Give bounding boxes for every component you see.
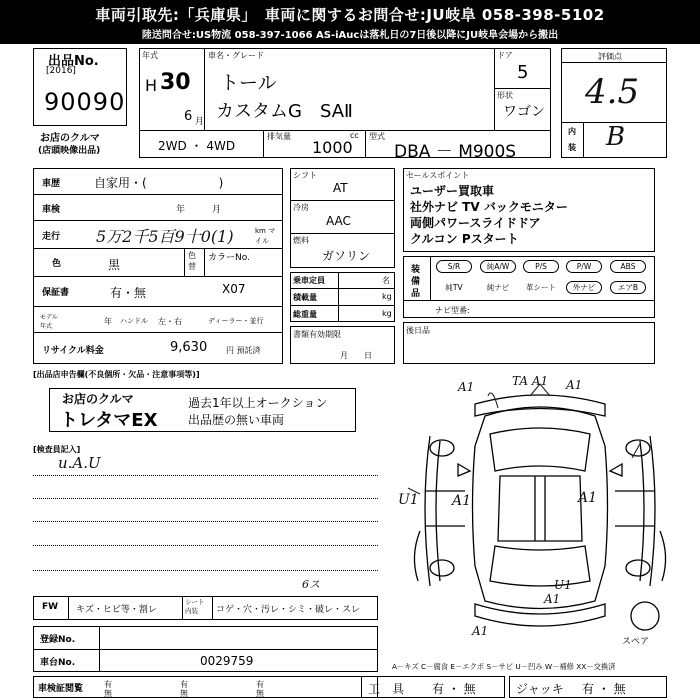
shift-label: シフト — [293, 171, 317, 180]
year-unit: 年 — [104, 317, 112, 326]
equip-ps: P/S — [523, 260, 559, 273]
equip-abs: ABS — [610, 260, 646, 273]
banner-right-1: 過去1年以上オークション — [188, 396, 328, 410]
gross-unit: kg — [382, 309, 392, 318]
name-grade-label: 車名・グレード — [208, 51, 264, 60]
condition-items-2: コゲ・穴・汚レ・シミ・破レ・スレ — [216, 605, 361, 615]
score-value: 4.5 — [585, 72, 640, 112]
sales-point-2: 社外ナビ TV バックモニター — [410, 200, 568, 214]
displacement: 1000 — [312, 138, 353, 157]
car-grade: カスタムG SAⅡ — [216, 101, 353, 122]
doc-expiry-value: 月 日 — [340, 351, 372, 360]
drive-type: 2WD ・ 4WD — [158, 139, 236, 153]
color-value: 黒 — [108, 258, 121, 272]
seat-label: シート 内装 — [185, 598, 205, 615]
mark-front-right: A1 — [566, 378, 583, 392]
tools-label: 工 具 — [368, 682, 405, 696]
capacity-unit: 名 — [382, 276, 390, 285]
color-no: X07 — [222, 282, 246, 296]
model-type-label: 型式 — [369, 132, 385, 141]
fuel-value: ガソリン — [322, 249, 371, 263]
mark-front-center: TA A1 — [512, 374, 549, 388]
mark-smoke: 6ス — [302, 578, 320, 591]
nendo-label: 年式 — [142, 51, 158, 60]
displacement-label: 排気量 — [267, 132, 291, 141]
mark-side-u1: U1 — [398, 492, 419, 508]
inspector-note: u.A.U — [58, 454, 101, 472]
chassis-label: 車台No. — [40, 658, 76, 668]
history-box — [33, 168, 283, 364]
banner-right-2: 出品歴の無い車両 — [188, 413, 285, 427]
shift-value: AT — [333, 181, 348, 195]
cc-unit: cc — [350, 131, 359, 140]
lot-label: 出品No. — [48, 54, 99, 69]
header-line-2: 陸送問合せ:US物流 058-397-1066 AS-iAucは落札日の7日後以降にJU岐阜会場から搬出 — [141, 30, 559, 41]
cert-mark-1: 有 — [104, 680, 112, 689]
fw-label: FW — [42, 602, 59, 612]
capacity-label: 乗車定員 — [293, 276, 325, 285]
door-label: ドア — [497, 51, 513, 60]
car-name: トール — [220, 72, 277, 94]
month-unit: 月 — [195, 117, 205, 127]
warranty-label: 保証書 — [42, 288, 70, 298]
doc-expiry-label: 書類有効期限 — [293, 330, 341, 339]
interior-grade: B — [606, 122, 626, 152]
recycle-label: リサイクル料金 — [42, 346, 104, 356]
after-items-label: 後日品 — [406, 326, 430, 335]
year: 30 — [160, 70, 191, 95]
month: 6 — [184, 109, 193, 124]
color-label: 色 — [52, 259, 62, 269]
shape: ワゴン — [503, 104, 545, 120]
recycle-value: 9,630 — [170, 340, 208, 355]
shop-car-sub: (店頭映像出品) — [38, 146, 101, 156]
inspector-label: [検査員記入] — [33, 445, 81, 454]
reg-label: 登録No. — [40, 635, 76, 645]
load-label: 積載量 — [293, 293, 317, 302]
mileage-label: 走行 — [42, 232, 61, 242]
equip-jun-tv: 純TV — [445, 283, 463, 292]
jack-label: ジャッキ — [516, 682, 564, 696]
remarks-label: [出品店申告欄(不良個所・欠品・注意事項等)] — [33, 370, 200, 379]
cert-mark-2: 無 — [104, 689, 112, 698]
cert-mark-6: 無 — [256, 689, 264, 698]
cert-label: 車検証閲覧 — [38, 684, 84, 694]
era: H — [145, 76, 158, 95]
color-no-label: カラーNo. — [208, 253, 250, 263]
interior-label-2: 装 — [568, 143, 576, 152]
equip-sr: S/R — [436, 260, 472, 273]
shop-car-label: お店のクルマ — [40, 133, 100, 144]
model-year-label: モデル年式 — [40, 314, 58, 330]
jack-value: 有 ・ 無 — [582, 682, 626, 696]
sales-point-4: クルコン Pスタート — [410, 232, 519, 246]
interior-label-1: 内 — [568, 127, 576, 136]
shape-label: 形状 — [497, 91, 513, 100]
mark-rear-u1: U1 — [554, 578, 572, 592]
reki-value: 自家用・( ) — [94, 176, 224, 190]
navi-model-label: ナビ型番: — [435, 306, 470, 315]
dealer-label: ディーラー・並行 — [208, 317, 264, 325]
score-label: 評価点 — [598, 52, 622, 61]
equipment-label: 装備品 — [411, 265, 421, 299]
ac-label: 冷房 — [293, 203, 309, 212]
spare-label: スペア — [622, 637, 650, 647]
equip-leather: 革シート — [526, 283, 556, 292]
equip-jun-aw: 純A/W — [480, 260, 516, 273]
sales-point-3: 両側パワースライドドア — [410, 216, 541, 230]
shaken-value: 年 月 — [176, 205, 222, 215]
condition-items-1: キズ・ヒビ等・割レ — [76, 605, 157, 615]
equip-airbag: エアB — [610, 281, 646, 294]
equip-jun-navi: 純ナビ — [486, 283, 510, 292]
header-line-1: 車両引取先:「兵庫県」 車両に関するお問合せ:JU岐阜 058-398-5102 — [95, 6, 605, 24]
equip-pw: P/W — [566, 260, 602, 273]
ac-value: AAC — [326, 214, 351, 228]
banner-big: トレタマEX — [60, 410, 158, 431]
lot-number: 90090 — [44, 88, 126, 116]
warranty-value: 有・無 — [110, 286, 147, 300]
reki-label: 車歴 — [42, 179, 61, 189]
sales-point-1: ユーザー買取車 — [410, 184, 495, 198]
handle-value: 左・右 — [158, 317, 182, 326]
recycle-unit: 円 預託済 — [226, 346, 261, 355]
handle-label: ハンドル — [120, 317, 148, 325]
mark-door-left: A1 — [452, 493, 472, 509]
mile-note: km マイル — [255, 227, 276, 245]
after-items-box — [403, 322, 655, 364]
shaken-label: 車検 — [42, 205, 61, 215]
mark-rear-left-a1: A1 — [472, 624, 489, 638]
load-unit: kg — [382, 292, 392, 301]
banner-top: お店のクルマ — [62, 392, 134, 406]
cert-mark-4: 無 — [180, 689, 188, 698]
year-stamp: [2016] — [46, 66, 76, 76]
gross-label: 総重量 — [293, 310, 317, 319]
tools-value: 有 ・ 無 — [432, 682, 476, 696]
sales-point-label: セールスポイント — [406, 171, 470, 180]
chassis-number: 0029759 — [200, 654, 254, 668]
mark-rear-a1: A1 — [544, 592, 561, 606]
mileage-value: 5万2千5百9十0(1) — [96, 227, 234, 246]
cert-mark-5: 有 — [256, 680, 264, 689]
mark-door-right: A1 — [578, 490, 598, 506]
mark-front-left: A1 — [458, 380, 475, 394]
cert-mark-3: 有 — [180, 680, 188, 689]
model-code: DBA － M900S — [394, 142, 517, 162]
equip-after-navi: 外ナビ — [566, 281, 602, 294]
damage-legend: A－キズ C－腐食 E－エクボ S－サビ U－凹み W－補修 XX－交換済 — [392, 662, 616, 671]
cert-row — [33, 676, 378, 698]
fuel-label: 燃料 — [293, 236, 309, 245]
color-change-label: 色替 — [188, 251, 196, 271]
doors: 5 — [517, 62, 529, 83]
car-diagram — [390, 376, 690, 638]
